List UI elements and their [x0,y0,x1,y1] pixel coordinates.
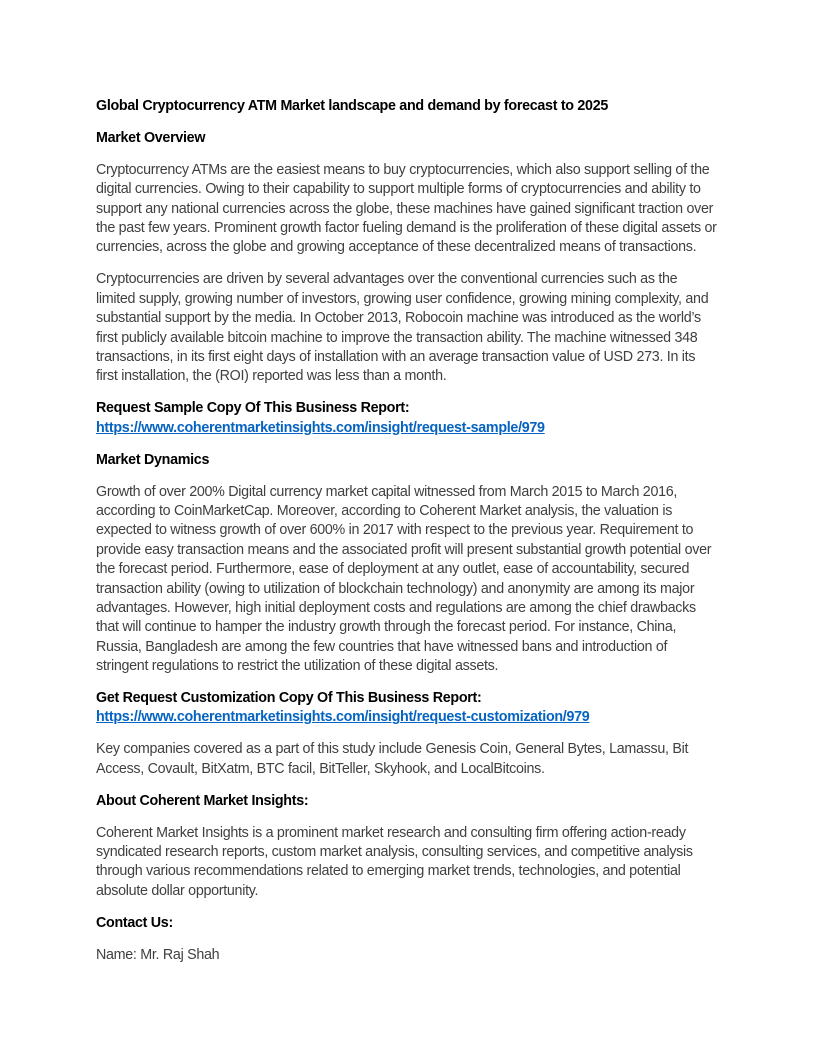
heading-contact-us: Contact Us: [96,914,173,931]
sample-request-link[interactable]: https://www.coherentmarketinsights.com/insight/request-sample/979 [96,419,545,436]
paragraph-market-overview-2: Cryptocurrencies are driven by several advantages over the conventional currencies such as the limited supply, growing number of investors, growing user confidence, growing mining complexity, and substantial support by the media. In October 2013, Robocoin machine was introduced as the world’s first publicly available bitcoin machine to improve the transaction ability. The machine witnessed 348 transactions, in its first eight days of installation with an average transaction value of USD 273. In its first installation, the (ROI) reported was less than a month. [96,271,709,385]
paragraph-market-overview-1: Cryptocurrency ATMs are the easiest means to buy cryptocurrencies, which also support selling of the digital currencies. Owing to their capability to support multiple forms of cryptocurrencies and ability to support any national currencies across the globe, these machines have gained significant traction over the past few years. Prominent growth factor fueling demand is the proliferation of these digital assets or currencies, across the globe and growing acceptance of these decentralized means of transactions. [96,161,717,256]
paragraph-key-companies: Key companies covered as a part of this study include Genesis Coin, General Bytes, Lamassu, Bit Access, Covault, BitXatm, BTC facil, BitTeller, Skyhook, and LocalBitcoins. [96,741,689,777]
heading-market-dynamics: Market Dynamics [96,451,210,468]
contact-name-line: Name: Mr. Raj Shah [96,946,220,963]
sample-request-label: Request Sample Copy Of This Business Report: [96,400,410,417]
paragraph-about-coherent-market-insights: Coherent Market Insights is a prominent market research and consulting firm offering action-ready syndicated research reports, custom market analysis, consulting services, and competitive analysis through various recommendations related to emerging market trends, technologies, and potential absolute dollar opportunity. [96,824,693,899]
customization-request-label: Get Request Customization Copy Of This Business Report: [96,690,482,707]
customization-request-block [96,689,720,728]
customization-request-link[interactable]: https://www.coherentmarketinsights.com/insight/request-customization/979 [96,709,590,726]
heading-market-overview: Market Overview [96,129,206,146]
heading-about-coherent-market-insights: About Coherent Market Insights: [96,792,309,809]
paragraph-market-dynamics: Growth of over 200% Digital currency market capital witnessed from March 2015 to March 2016, according to CoinMarketCap. Moreover, according to Coherent Market analysis, the valuation is expected to witness growth of over 600% in 2017 with respect to the previous year. Requirement to provide easy transaction means and the associated profit will present substantial growth potential over the forecast period. Furthermore, ease of deployment at any outlet, ease of accountability, secured transaction ability (owing to utilization of blockchain technology) and anonymity are among its major advantages. However, high initial deployment costs and regulations are among the chief drawbacks that will continue to hamper the industry growth through the forecast period. For instance, China, Russia, Bangladesh are among the few countries that have witnessed bans and introduction of stringent regulations to restrict the utilization of these digital assets. [96,483,712,675]
document-title: Global Cryptocurrency ATM Market landscape and demand by forecast to 2025 [96,98,608,114]
sample-request-block [96,399,720,438]
